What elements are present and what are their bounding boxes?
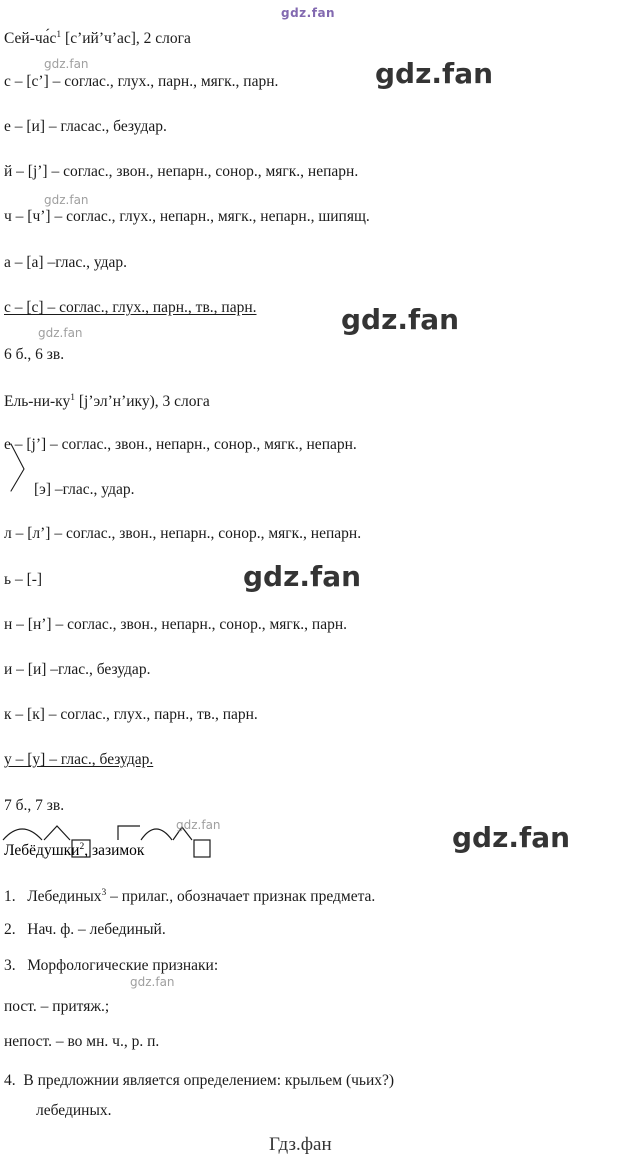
analysis-1-row-3: ч – [ч’] – соглас., глух., непарн., мягк., непарн., шипящ. xyxy=(4,208,370,225)
watermark-small-1: gdz.fan xyxy=(44,57,89,71)
phonetic-analysis-1-header xyxy=(4,26,191,48)
watermark-small-3: gdz.fan xyxy=(38,326,83,340)
analysis-2-sup: 1 xyxy=(70,393,75,403)
analysis-2-row-3: ь – [-] xyxy=(4,571,43,588)
analysis-2-row-1: [э] –глас., удар. xyxy=(34,481,135,498)
morphemic-word-1-sup: 2 xyxy=(79,842,85,852)
morphological-item-4-line-1 xyxy=(4,1071,394,1090)
watermark-big-1: gdz.fan xyxy=(375,57,494,90)
morphemic-word-1: Лебёдушки xyxy=(4,842,80,860)
item-1-word: Лебединых xyxy=(27,888,102,906)
analysis-2-row-7: у – [у] – глас., безудар. xyxy=(4,751,154,768)
analysis-1-transcription: [с’ий’ч’ас], 2 слога xyxy=(61,30,191,48)
watermark-big-4: gdz.fan xyxy=(452,821,571,854)
item-4-text-line-1: В предложнии является определением: крыльем (чьих?) xyxy=(23,1072,395,1089)
item-1-sup: 3 xyxy=(101,888,107,898)
watermark-bottom: Гдз.фан xyxy=(269,1134,332,1155)
item-4-number: 4. xyxy=(4,1072,16,1089)
item-3-text: Морфологические признаки: xyxy=(27,957,219,974)
analysis-2-row-6: к – [к] – соглас., глух., парн., тв., парн. xyxy=(4,706,258,723)
morphemic-words xyxy=(4,842,144,860)
analysis-2-row-2: л – [л’] – соглас., звон., непарн., сонор., мягк., непарн. xyxy=(4,525,362,542)
watermark-big-3: gdz.fan xyxy=(243,560,362,593)
analysis-1-row-0: с – [с’] – соглас., глух., парн., мягк., парн. xyxy=(4,73,279,90)
morphological-item-1 xyxy=(4,884,375,906)
item-3-number: 3. xyxy=(4,957,16,974)
item-1-rest: – прилаг., обозначает признак предмета. xyxy=(106,888,376,906)
morphological-item-4-line-2: лебединых. xyxy=(36,1102,112,1119)
item-2-text: Нач. ф. – лебединый. xyxy=(27,921,166,938)
analysis-1-row-2: й – [j’] – соглас., звон., непарн., сонор., мягк., непарн. xyxy=(4,163,359,180)
analysis-1-row-5: с – [с] – соглас., глух., парн., тв., парн. xyxy=(4,299,257,316)
morphemic-word-2: зазимок xyxy=(91,842,145,860)
analysis-1-sup: 1 xyxy=(56,30,62,40)
analysis-2-summary: 7 б., 7 зв. xyxy=(4,797,65,814)
morphological-item-2 xyxy=(4,920,166,939)
morphological-item-3 xyxy=(4,956,218,975)
watermark-big-2: gdz.fan xyxy=(341,303,460,336)
analysis-1-row-4: а – [а] –глас., удар. xyxy=(4,254,128,271)
analysis-1-row-1: е – [и] – гласас., безудар. xyxy=(4,118,167,135)
brace-connector xyxy=(10,443,32,495)
morphemic-analysis-block xyxy=(0,820,250,865)
analysis-1-word: Сей-ча́с xyxy=(4,30,57,48)
phonetic-analysis-2-header xyxy=(4,389,210,411)
analysis-2-word: Ель-ни-ку xyxy=(4,393,71,411)
item-1-number: 1. xyxy=(4,888,16,906)
analysis-2-transcription: [j’эл’н’ику), 3 слога xyxy=(75,393,210,411)
morphemic-separator: , xyxy=(84,842,92,860)
analysis-1-summary: 6 б., 6 зв. xyxy=(4,346,65,363)
watermark-small-4: gdz.fan xyxy=(176,818,221,832)
watermark-small-5: gdz.fan xyxy=(130,975,175,989)
item-2-number: 2. xyxy=(4,921,16,938)
analysis-2-row-5: и – [и] –глас., безудар. xyxy=(4,661,151,678)
watermark-top: gdz.fan xyxy=(281,6,336,20)
morphological-sign-2: непост. – во мн. ч., р. п. xyxy=(4,1033,160,1050)
watermark-small-2: gdz.fan xyxy=(44,193,89,207)
analysis-2-row-4: н – [н’] – соглас., звон., непарн., сонор., мягк., парн. xyxy=(4,616,348,633)
analysis-2-row-0: е – [j’] – соглас., звон., непарн., сонор., мягк., непарн. xyxy=(4,436,357,453)
morphological-sign-1: пост. – притяж.; xyxy=(4,998,110,1015)
